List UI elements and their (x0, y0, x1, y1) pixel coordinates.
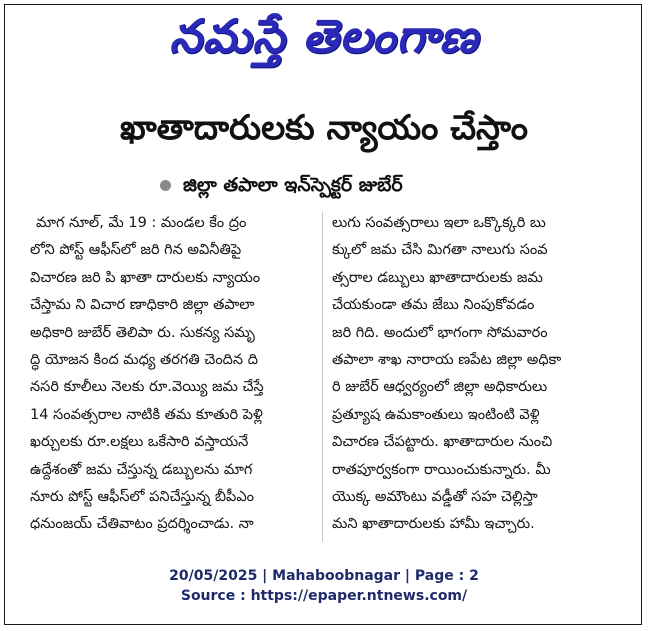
article-headline: ఖాతాదారులకు న్యాయం చేస్తాం (120, 108, 528, 148)
byline-text: జిల్లా తపాలా ఇన్‌స్పెక్టర్ జుబేర్ (183, 174, 403, 196)
article-line: ఖర్చులకు రూ.లక్షలు ఒకేసారి వస్తాయనే (30, 434, 249, 451)
article-line: యొక్క అమౌంటు వడ్డీతో సహ చెల్లిస్తా (332, 488, 538, 505)
article-line: విచారణ చేపట్టారు. ఖాతాదారుల నుంచి (332, 434, 553, 451)
article-line: అధికారి జుబేర్ తెలిపా రు. సుకన్య సమృ (30, 324, 255, 341)
article-line: ప్రత్యూష ఉమకాంతులు ఇంటింటి వెళ్లి (332, 406, 540, 423)
article-line: లోని పోస్ట్ ఆఫీస్‌లో జరి గిన అవినీతిపై (30, 242, 242, 259)
article-line: జరి గిది. అందులో భాగంగా సోమవారం (332, 324, 548, 341)
article-line: త్సరాల డబ్బులు ఖాతాదారులకు జమ (332, 269, 543, 286)
article-line: మాగ నూల్, మే 19 : మండల కేం ద్రం (36, 215, 247, 231)
article-column-left (30, 210, 314, 539)
masthead-title: నమస్తే తెలంగాణ (169, 9, 479, 63)
article-line: చేయకుండా తమ జేబు నింపుకోవడం (332, 297, 535, 314)
article-line: ధనుంజయ్ చేతివాటం ప్రదర్శించాడు. నా (30, 516, 254, 533)
article-line: మని ఖాతాదారులకు హామీ ఇచ్చారు. (332, 516, 535, 533)
column-divider (322, 212, 323, 542)
article-line: రాతపూర్వకంగా రాయించుకున్నారు. మీ (332, 461, 551, 478)
article-line: రి జుబేర్ ఆధ్వర్యంలో జిల్లా అధికారులు (332, 379, 548, 396)
article-line: విచారణ జరి పి ఖాతా దారులకు న్యాయం (30, 269, 261, 286)
article-line: తపాలా శాఖ నారాయ ణపేట జిల్లా అధికా (332, 351, 562, 368)
bullet-icon (160, 180, 171, 191)
article-line: లుగు సంవత్సరాలు ఇలా ఒక్కొక్కరి బు (332, 215, 546, 231)
newspaper-masthead (0, 6, 648, 70)
article-line: క్కులో జమ చేసి మిగతా నాలుగు సంవ (332, 242, 548, 259)
article-column-right (332, 210, 616, 539)
article-line: నూరు పోస్ట్ ఆఫీస్‌లో పనిచేస్తున్న బీపీఎం (30, 488, 255, 505)
footer-source: Source : https://epaper.ntnews.com/ (180, 588, 468, 604)
footer-meta: 20/05/2025 | Mahaboobnagar | Page : 2 (169, 568, 479, 584)
article-line: చేస్తామ ని విచార ణాధికారి జిల్లా తపాలా (30, 297, 255, 314)
page-footer (0, 566, 648, 606)
article-byline (160, 170, 403, 200)
article-line: 14 సంవత్సరాల నాటికి తమ కూతురి పెళ్లి (30, 406, 263, 423)
article-line: ఉద్దేశంతో జమ చేస్తున్న డబ్బులను మాగ (30, 461, 253, 478)
article-line: నసరి కూలీలు నెలకు రూ.వెయ్యి జమ చేస్తే (30, 379, 264, 396)
article-line: ద్ధి యోజన కింద మధ్య తరగతి చెందిన ది (30, 351, 258, 368)
